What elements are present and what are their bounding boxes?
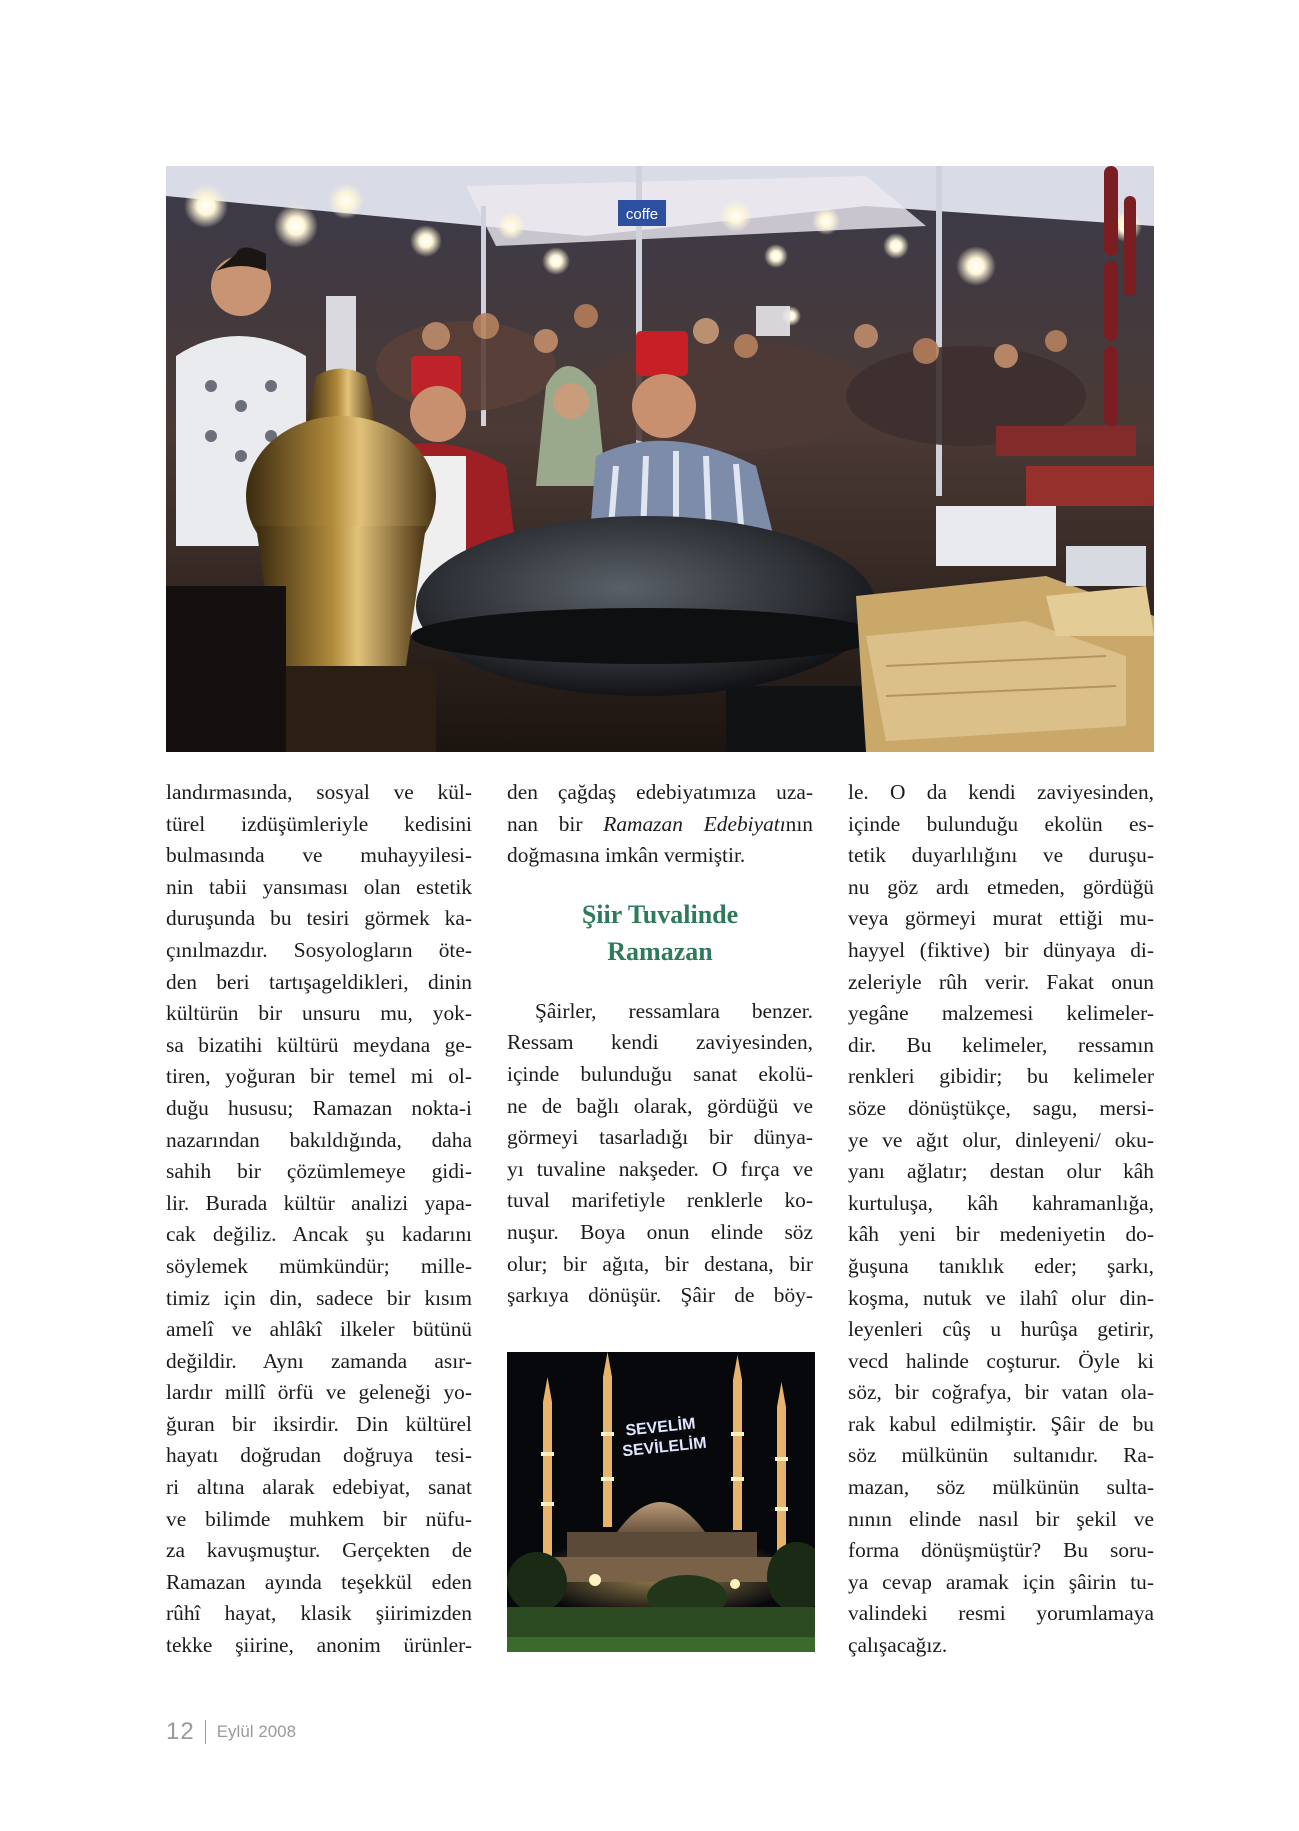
column-1-paragraph: [166, 777, 472, 1662]
section-heading-line: Şiir Tuvalinde: [581, 899, 739, 929]
section-heading: [507, 896, 813, 970]
text-column-2: [507, 777, 813, 1312]
text-line: Ramazan ayında teşekkül eden: [166, 1569, 472, 1594]
text-line: söz mülkünün sultanıdır. Ra-: [848, 1443, 1154, 1468]
text-line: den beri tartışageldikleri, dinin: [166, 969, 472, 994]
text-line: Şâirler, ressamlara benzer.: [535, 998, 813, 1023]
text-line: rak kabul edilmiştir. Şâir de bu: [848, 1411, 1154, 1436]
text-line: ve bilimde muhkem bir nüfu-: [166, 1506, 472, 1531]
text-line: veya görmeyi murat ettiği mu-: [848, 906, 1154, 931]
text-line: nuşur. Boya onun elinde söz: [507, 1219, 813, 1244]
text-line: sahih bir çözümlemeye gidi-: [166, 1159, 472, 1184]
text-line: içinde bulunduğu sanat ekolü-: [507, 1061, 813, 1086]
mahya-text-line1: SEVELİM: [624, 1415, 697, 1440]
text-line: duğu hususu; Ramazan nokta-i: [166, 1095, 472, 1120]
text-line: lir. Burada kültür analizi yapa-: [166, 1190, 472, 1215]
text-line: tiren, yoğuran bir temel mi ol-: [166, 1064, 472, 1089]
text-line: cak değiliz. Ancak şu kadarını: [166, 1222, 472, 1247]
text-line: mazan, söz mülkünün sulta-: [848, 1475, 1154, 1500]
text-line: yı tuvaline nakşeder. O fırça ve: [507, 1156, 813, 1181]
text-line: koşma, nutuk ve ilahî olur din-: [848, 1285, 1154, 1310]
issue-date: Eylül 2008: [216, 1722, 297, 1741]
text-line: söze dönüştükçe, sagu, mersi-: [848, 1095, 1154, 1120]
text-line: zeleriyle rûh verir. Fakat onun: [848, 969, 1154, 994]
text-line: Ressam kendi zaviyesinden,: [507, 1030, 813, 1055]
ramadan-bazaar-photo: [166, 166, 1154, 752]
text-run: nın: [785, 811, 814, 836]
text-line: söz, bir coğrafya, bir vatan ola-: [848, 1380, 1154, 1405]
text-line: hayyel (fiktive) bir dünyaya di-: [848, 937, 1154, 962]
text-line: tekke şiirine, anonim ürünler-: [166, 1633, 472, 1658]
text-line: duruşunda bu tesiri görmek ka-: [166, 906, 472, 931]
text-run: nan bir: [507, 811, 604, 836]
text-line: amelî ve ahlâkî ilkeler bütünü: [166, 1317, 472, 1342]
text-line: kâh yeni bir medeniyetin do-: [848, 1222, 1154, 1247]
text-line: nazarından bakıldığında, daha: [166, 1127, 472, 1152]
text-line: forma dönüşmüştür? Bu soru-: [848, 1538, 1154, 1563]
mosque-night-photo: [507, 1352, 815, 1652]
text-line: timiz için din, sadece bir kısım: [166, 1285, 472, 1310]
mahya-text-line2: SEVİLELİM: [621, 1434, 708, 1461]
text-line: za kavuşmuştur. Gerçekten de: [166, 1538, 472, 1563]
text-line: yegâne malzemesi kelimeler-: [848, 1001, 1154, 1026]
page-footer: [166, 1718, 296, 1746]
text-line: ya cevap aramak için şâirin tu-: [848, 1569, 1154, 1594]
footer-divider: [205, 1720, 206, 1744]
text-line: tuval marifetiyle renklerle ko-: [507, 1188, 813, 1213]
text-line: ri altına alarak edebiyat, sanat: [166, 1475, 472, 1500]
text-line: yanı ağlatır; destan olur kâh: [848, 1159, 1154, 1184]
text-line: valindeki resmi yorumlamaya: [848, 1601, 1154, 1626]
text-line: çalışacağız.: [848, 1633, 948, 1658]
text-line: söylemek mümkündür; mille-: [166, 1253, 472, 1278]
text-line: dir. Bu kelimeler, ressamın: [848, 1032, 1154, 1057]
text-line: bulmasında ve muhayyilesi-: [166, 843, 472, 868]
text-line: kurtuluşa, kâh kahramanlığa,: [848, 1190, 1154, 1215]
column-2-paragraph: [507, 996, 813, 1312]
text-line: olur; bir ağıta, bir destana, bir: [507, 1251, 813, 1276]
text-line: sa bizatihi kültürü meydana ge-: [166, 1032, 472, 1057]
text-line: çınılmazdır. Sosyologların öte-: [166, 937, 472, 962]
text-line: nu göz ardı etmeden, gördüğü: [848, 874, 1154, 899]
text-line: hayatı doğrudan doğruya tesi-: [166, 1443, 472, 1468]
text-line: ye ve ağıt olur, dinleyeni/ oku-: [848, 1127, 1154, 1152]
text-line: değildir. Aynı zamanda asır-: [166, 1348, 472, 1373]
section-heading-line: Ramazan: [607, 936, 713, 966]
text-line: kültürün bir unsuru mu, yok-: [166, 1001, 472, 1026]
text-line: ğuşuna tanıklık eder; şarkı,: [848, 1253, 1154, 1278]
text-line: den çağdaş edebiyatımıza uza-: [507, 780, 813, 804]
text-line: ne de bağlı olarak, gördüğü ve: [507, 1093, 813, 1118]
text-line: landırmasında, sosyal ve kül-: [166, 780, 472, 804]
text-line: vecd halinde coşturur. Öyle ki: [848, 1348, 1154, 1373]
text-line: rûhî hayat, klasik şiirimizden: [166, 1601, 472, 1626]
text-line: nının elinde nasıl bir şekil ve: [848, 1506, 1154, 1531]
text-line: türel izdüşümleriyle kedisini: [166, 811, 472, 836]
text-line: le. O da kendi zaviyesinden,: [848, 780, 1154, 804]
column-2-intro-paragraph: [507, 777, 813, 872]
text-line: lardır millî örfü ve geleneği yo-: [166, 1380, 472, 1405]
text-line: ğuran bir iksirdir. Din kültürel: [166, 1411, 472, 1436]
text-line: nin tabii yansıması olan estetik: [166, 874, 472, 899]
coffee-sign-text: coffe: [625, 206, 659, 223]
text-line: doğmasına imkân vermiştir.: [507, 843, 746, 868]
column-3-paragraph: [848, 777, 1154, 1662]
text-column-3: [848, 777, 1154, 1662]
text-line: görmeyi tasarladığı bir dünya-: [507, 1125, 813, 1150]
italic-title: Ramazan Edebiyatı: [603, 811, 786, 836]
page-number: 12: [166, 1718, 195, 1745]
text-line: leyenleri cûş u hurûşa getirir,: [848, 1317, 1154, 1342]
text-line: şarkıya dönüşür. Şâir de böy-: [507, 1283, 813, 1308]
text-line: [507, 809, 813, 841]
text-line: içinde bulunduğu ekolün es-: [848, 811, 1154, 836]
text-line: renkleri gibidir; bu kelimeler: [848, 1064, 1154, 1089]
text-column-1: [166, 777, 472, 1662]
text-line: tetik duyarlılığını ve duruşu-: [848, 843, 1154, 868]
